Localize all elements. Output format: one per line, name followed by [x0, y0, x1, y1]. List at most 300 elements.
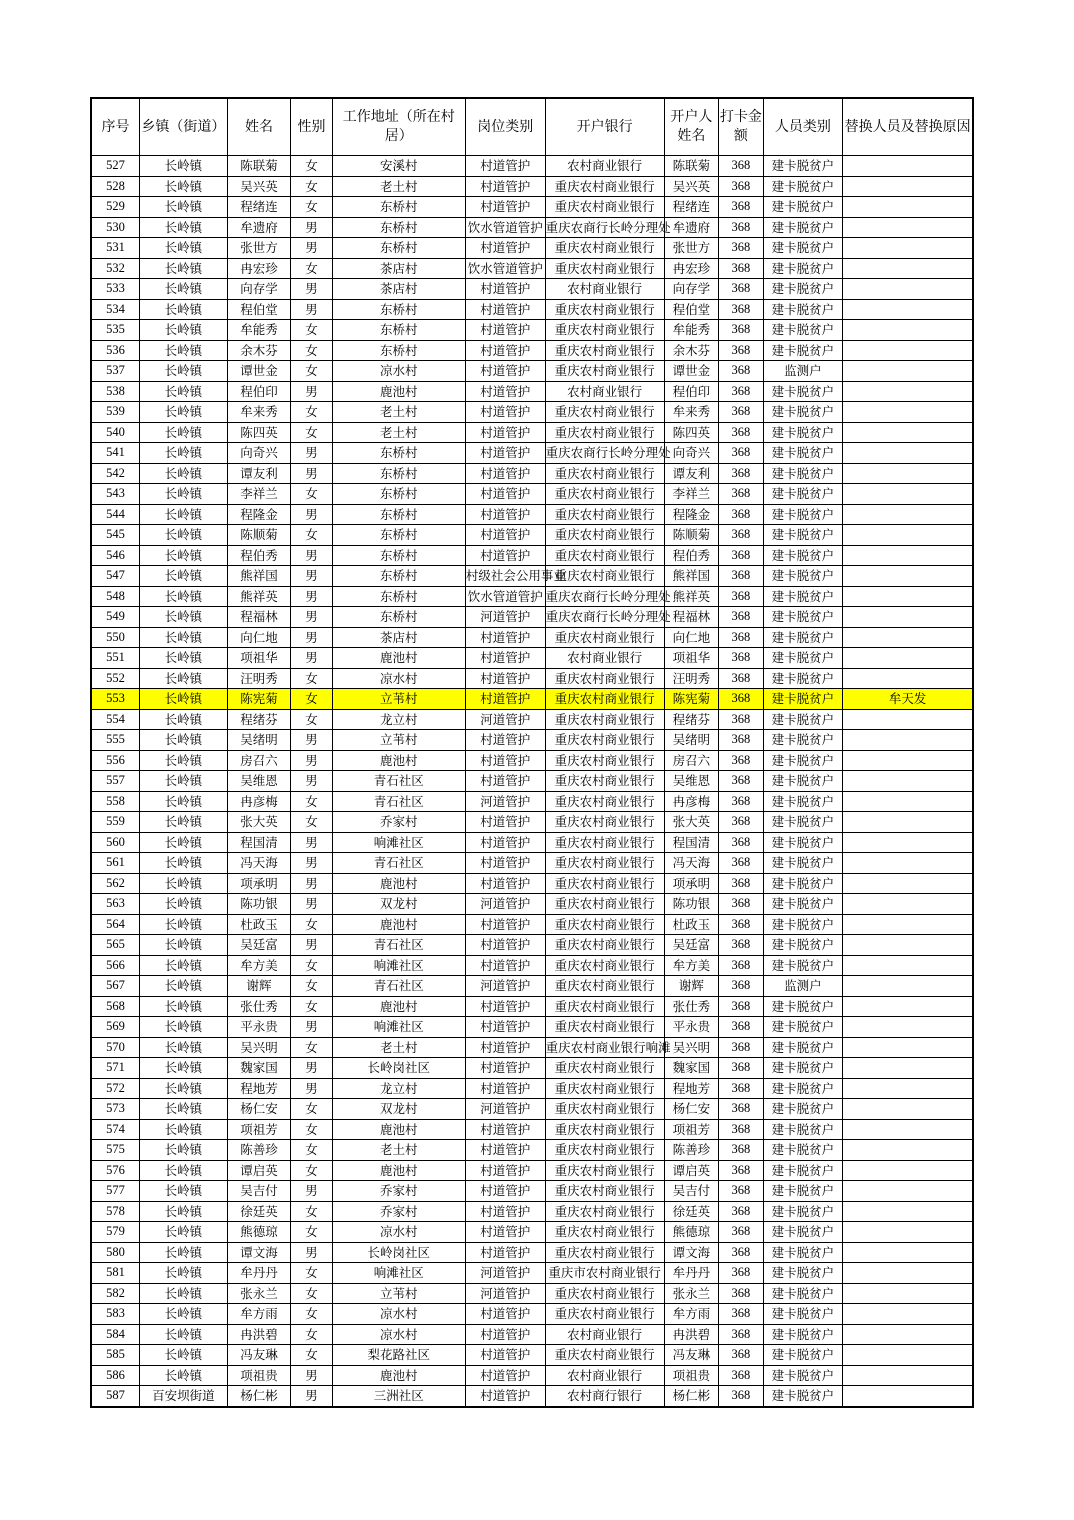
cell-town: 长岭镇 [139, 873, 227, 894]
cell-gender: 女 [291, 1140, 332, 1161]
cell-town: 长岭镇 [139, 545, 227, 566]
cell-seq: 540 [91, 422, 139, 443]
cell-gender: 女 [291, 1160, 332, 1181]
cell-seq: 554 [91, 709, 139, 730]
cell-category: 建卡脱贫户 [763, 853, 843, 874]
cell-holder: 冯友琳 [664, 1345, 718, 1366]
col-header-amount: 打卡金额 [719, 98, 763, 156]
col-header-seq: 序号 [91, 98, 139, 156]
cell-town: 长岭镇 [139, 627, 227, 648]
cell-address: 三洲社区 [332, 1386, 465, 1407]
cell-replacement [843, 566, 973, 587]
table-row [91, 361, 973, 382]
table-row [91, 873, 973, 894]
cell-seq: 566 [91, 955, 139, 976]
cell-seq: 567 [91, 976, 139, 997]
cell-address: 茶店村 [332, 258, 465, 279]
table-row [91, 258, 973, 279]
cell-replacement: 牟天发 [843, 689, 973, 710]
cell-gender: 男 [291, 832, 332, 853]
cell-holder: 牟方雨 [664, 1304, 718, 1325]
cell-address: 乔家村 [332, 1201, 465, 1222]
cell-seq: 538 [91, 381, 139, 402]
cell-seq: 579 [91, 1222, 139, 1243]
cell-category: 建卡脱贫户 [763, 812, 843, 833]
cell-name: 项祖华 [227, 648, 291, 669]
cell-bank: 重庆农村商业银行 [545, 1201, 664, 1222]
cell-gender: 男 [291, 586, 332, 607]
cell-town: 长岭镇 [139, 1242, 227, 1263]
cell-gender: 男 [291, 299, 332, 320]
cell-replacement [843, 176, 973, 197]
cell-category: 建卡脱贫户 [763, 1017, 843, 1038]
cell-address: 东桥村 [332, 238, 465, 259]
cell-post: 村道管护 [465, 750, 545, 771]
cell-amount: 368 [719, 381, 763, 402]
cell-category: 建卡脱贫户 [763, 832, 843, 853]
table-row [91, 1058, 973, 1079]
cell-amount: 368 [719, 607, 763, 628]
cell-amount: 368 [719, 156, 763, 177]
cell-address: 茶店村 [332, 627, 465, 648]
cell-holder: 冉彦梅 [664, 791, 718, 812]
cell-seq: 563 [91, 894, 139, 915]
cell-address: 老土村 [332, 1140, 465, 1161]
cell-gender: 男 [291, 607, 332, 628]
cell-amount: 368 [719, 1345, 763, 1366]
table-row [91, 750, 973, 771]
cell-category: 建卡脱贫户 [763, 955, 843, 976]
cell-address: 响滩社区 [332, 832, 465, 853]
cell-seq: 581 [91, 1263, 139, 1284]
cell-replacement [843, 1242, 973, 1263]
cell-address: 长岭岗社区 [332, 1058, 465, 1079]
cell-bank: 重庆农村商业银行 [545, 299, 664, 320]
cell-gender: 女 [291, 1263, 332, 1284]
cell-seq: 534 [91, 299, 139, 320]
cell-holder: 熊祥英 [664, 586, 718, 607]
cell-post: 村道管护 [465, 1324, 545, 1345]
cell-holder: 向仁地 [664, 627, 718, 648]
cell-holder: 陈功银 [664, 894, 718, 915]
cell-amount: 368 [719, 894, 763, 915]
cell-category: 建卡脱贫户 [763, 1386, 843, 1407]
cell-post: 村道管护 [465, 422, 545, 443]
cell-gender: 女 [291, 1345, 332, 1366]
cell-replacement [843, 258, 973, 279]
cell-replacement [843, 402, 973, 423]
cell-bank: 重庆农村商业银行 [545, 894, 664, 915]
table-row [91, 1304, 973, 1325]
roster-table [90, 97, 974, 1408]
cell-category: 建卡脱贫户 [763, 771, 843, 792]
cell-holder: 陈四英 [664, 422, 718, 443]
cell-post: 村道管护 [465, 238, 545, 259]
cell-name: 程伯秀 [227, 545, 291, 566]
table-row [91, 566, 973, 587]
table-row [91, 1263, 973, 1284]
cell-replacement [843, 320, 973, 341]
cell-gender: 女 [291, 668, 332, 689]
cell-bank: 重庆农村商业银行 [545, 258, 664, 279]
cell-bank: 重庆农村商业银行 [545, 463, 664, 484]
cell-category: 建卡脱贫户 [763, 258, 843, 279]
cell-post: 村道管护 [465, 1017, 545, 1038]
table-row [91, 935, 973, 956]
cell-replacement [843, 299, 973, 320]
cell-town: 长岭镇 [139, 443, 227, 464]
col-header-town: 乡镇（街道） [139, 98, 227, 156]
table-row [91, 1201, 973, 1222]
cell-post: 村道管护 [465, 668, 545, 689]
cell-amount: 368 [719, 955, 763, 976]
table-row [91, 1140, 973, 1161]
cell-town: 长岭镇 [139, 1160, 227, 1181]
cell-post: 村道管护 [465, 1304, 545, 1325]
cell-name: 陈四英 [227, 422, 291, 443]
cell-holder: 项祖贵 [664, 1365, 718, 1386]
cell-bank: 重庆农村商业银行 [545, 566, 664, 587]
cell-amount: 368 [719, 340, 763, 361]
cell-post: 饮水管道管护 [465, 217, 545, 238]
cell-name: 陈顺菊 [227, 525, 291, 546]
cell-holder: 程地芳 [664, 1078, 718, 1099]
cell-gender: 女 [291, 1283, 332, 1304]
cell-town: 长岭镇 [139, 1304, 227, 1325]
cell-seq: 549 [91, 607, 139, 628]
cell-replacement [843, 156, 973, 177]
cell-address: 乔家村 [332, 1181, 465, 1202]
cell-replacement [843, 976, 973, 997]
cell-gender: 女 [291, 422, 332, 443]
cell-post: 村道管护 [465, 504, 545, 525]
cell-gender: 女 [291, 484, 332, 505]
cell-category: 建卡脱贫户 [763, 238, 843, 259]
cell-town: 长岭镇 [139, 525, 227, 546]
cell-bank: 重庆农村商业银行 [545, 976, 664, 997]
cell-category: 建卡脱贫户 [763, 299, 843, 320]
cell-town: 长岭镇 [139, 1222, 227, 1243]
table-row [91, 463, 973, 484]
table-row [91, 1242, 973, 1263]
cell-replacement [843, 771, 973, 792]
cell-town: 长岭镇 [139, 279, 227, 300]
cell-name: 向存学 [227, 279, 291, 300]
cell-replacement [843, 197, 973, 218]
cell-gender: 女 [291, 791, 332, 812]
cell-gender: 男 [291, 853, 332, 874]
cell-name: 余木芬 [227, 340, 291, 361]
cell-holder: 谢辉 [664, 976, 718, 997]
table-row [91, 730, 973, 751]
cell-holder: 吴绪明 [664, 730, 718, 751]
table-row [91, 1099, 973, 1120]
cell-replacement [843, 812, 973, 833]
cell-town: 长岭镇 [139, 607, 227, 628]
cell-address: 双龙村 [332, 1099, 465, 1120]
cell-post: 村道管护 [465, 1160, 545, 1181]
cell-bank: 重庆农村商业银行 [545, 340, 664, 361]
cell-address: 茶店村 [332, 279, 465, 300]
cell-seq: 551 [91, 648, 139, 669]
cell-bank: 重庆农村商业银行 [545, 1283, 664, 1304]
cell-category: 建卡脱贫户 [763, 607, 843, 628]
cell-amount: 368 [719, 1365, 763, 1386]
cell-address: 响滩社区 [332, 1263, 465, 1284]
cell-holder: 熊祥国 [664, 566, 718, 587]
cell-bank: 重庆市农村商业银行 [545, 1263, 664, 1284]
cell-name: 向奇兴 [227, 443, 291, 464]
cell-category: 建卡脱贫户 [763, 791, 843, 812]
cell-category: 建卡脱贫户 [763, 935, 843, 956]
cell-amount: 368 [719, 1160, 763, 1181]
cell-bank: 重庆农村商业银行 [545, 1119, 664, 1140]
cell-category: 建卡脱贫户 [763, 1099, 843, 1120]
table-row [91, 484, 973, 505]
cell-holder: 吴吉付 [664, 1181, 718, 1202]
cell-bank: 重庆农村商业银行 [545, 1099, 664, 1120]
cell-address: 鹿池村 [332, 873, 465, 894]
cell-name: 谢辉 [227, 976, 291, 997]
cell-town: 长岭镇 [139, 176, 227, 197]
cell-amount: 368 [719, 1222, 763, 1243]
cell-address: 凉水村 [332, 361, 465, 382]
cell-address: 鹿池村 [332, 381, 465, 402]
cell-amount: 368 [719, 771, 763, 792]
cell-seq: 578 [91, 1201, 139, 1222]
cell-name: 陈宪菊 [227, 689, 291, 710]
cell-replacement [843, 422, 973, 443]
cell-address: 双龙村 [332, 894, 465, 915]
cell-holder: 余木芬 [664, 340, 718, 361]
cell-category: 建卡脱贫户 [763, 381, 843, 402]
cell-seq: 560 [91, 832, 139, 853]
cell-replacement [843, 1119, 973, 1140]
cell-replacement [843, 1201, 973, 1222]
cell-seq: 528 [91, 176, 139, 197]
table-row [91, 771, 973, 792]
cell-amount: 368 [719, 217, 763, 238]
cell-category: 建卡脱贫户 [763, 340, 843, 361]
cell-seq: 561 [91, 853, 139, 874]
cell-bank: 重庆农村商业银行 [545, 1345, 664, 1366]
cell-seq: 586 [91, 1365, 139, 1386]
cell-amount: 368 [719, 299, 763, 320]
cell-holder: 牟遗府 [664, 217, 718, 238]
cell-town: 长岭镇 [139, 996, 227, 1017]
cell-replacement [843, 463, 973, 484]
cell-town: 长岭镇 [139, 1283, 227, 1304]
table-row [91, 299, 973, 320]
cell-gender: 女 [291, 197, 332, 218]
cell-bank: 农村商行银行 [545, 1386, 664, 1407]
cell-name: 程伯堂 [227, 299, 291, 320]
cell-gender: 男 [291, 730, 332, 751]
cell-name: 吴维恩 [227, 771, 291, 792]
cell-seq: 550 [91, 627, 139, 648]
cell-address: 青石社区 [332, 853, 465, 874]
cell-name: 冉洪碧 [227, 1324, 291, 1345]
cell-town: 长岭镇 [139, 1078, 227, 1099]
cell-name: 程国清 [227, 832, 291, 853]
cell-bank: 重庆农村商业银行 [545, 853, 664, 874]
cell-bank: 重庆农村商业银行 [545, 914, 664, 935]
cell-seq: 582 [91, 1283, 139, 1304]
cell-holder: 吴廷富 [664, 935, 718, 956]
cell-seq: 577 [91, 1181, 139, 1202]
col-header-gender: 性别 [291, 98, 332, 156]
cell-holder: 李祥兰 [664, 484, 718, 505]
cell-bank: 重庆农村商业银行 [545, 1058, 664, 1079]
cell-address: 东桥村 [332, 484, 465, 505]
cell-bank: 重庆农商行长岭分理处 [545, 607, 664, 628]
cell-post: 村道管护 [465, 484, 545, 505]
cell-bank: 重庆农村商业银行 [545, 1140, 664, 1161]
cell-replacement [843, 340, 973, 361]
cell-bank: 重庆农村商业银行 [545, 1222, 664, 1243]
table-row [91, 894, 973, 915]
cell-seq: 584 [91, 1324, 139, 1345]
cell-address: 立苇村 [332, 1283, 465, 1304]
cell-address: 龙立村 [332, 709, 465, 730]
cell-gender: 男 [291, 894, 332, 915]
cell-post: 村道管护 [465, 525, 545, 546]
cell-post: 村道管护 [465, 443, 545, 464]
cell-seq: 576 [91, 1160, 139, 1181]
cell-seq: 531 [91, 238, 139, 259]
cell-holder: 程伯堂 [664, 299, 718, 320]
cell-replacement [843, 238, 973, 259]
table-row [91, 709, 973, 730]
cell-replacement [843, 730, 973, 751]
cell-gender: 女 [291, 689, 332, 710]
cell-address: 东桥村 [332, 607, 465, 628]
cell-gender: 女 [291, 1304, 332, 1325]
cell-address: 老土村 [332, 176, 465, 197]
table-row [91, 955, 973, 976]
cell-amount: 368 [719, 689, 763, 710]
cell-seq: 556 [91, 750, 139, 771]
table-row [91, 914, 973, 935]
table-row [91, 443, 973, 464]
col-header-address: 工作地址（所在村居） [332, 98, 465, 156]
cell-name: 谭启英 [227, 1160, 291, 1181]
cell-name: 谭世金 [227, 361, 291, 382]
cell-category: 建卡脱贫户 [763, 894, 843, 915]
cell-town: 长岭镇 [139, 1201, 227, 1222]
table-row [91, 1386, 973, 1407]
cell-bank: 重庆农商行长岭分理处 [545, 586, 664, 607]
cell-holder: 程隆金 [664, 504, 718, 525]
cell-bank: 重庆农村商业银行 [545, 484, 664, 505]
table-row [91, 853, 973, 874]
cell-post: 村道管护 [465, 1119, 545, 1140]
cell-holder: 吴兴明 [664, 1037, 718, 1058]
cell-replacement [843, 996, 973, 1017]
cell-category: 监测户 [763, 976, 843, 997]
cell-bank: 重庆农村商业银行 [545, 1078, 664, 1099]
cell-bank: 重庆农村商业银行 [545, 791, 664, 812]
cell-town: 长岭镇 [139, 832, 227, 853]
cell-replacement [843, 545, 973, 566]
cell-town: 长岭镇 [139, 689, 227, 710]
cell-category: 建卡脱贫户 [763, 484, 843, 505]
cell-name: 陈功银 [227, 894, 291, 915]
cell-post: 村道管护 [465, 156, 545, 177]
cell-category: 建卡脱贫户 [763, 730, 843, 751]
cell-name: 牟方美 [227, 955, 291, 976]
cell-name: 程地芳 [227, 1078, 291, 1099]
cell-amount: 368 [719, 402, 763, 423]
cell-amount: 368 [719, 668, 763, 689]
cell-category: 建卡脱贫户 [763, 689, 843, 710]
cell-amount: 368 [719, 812, 763, 833]
cell-holder: 房召六 [664, 750, 718, 771]
cell-amount: 368 [719, 750, 763, 771]
cell-holder: 汪明秀 [664, 668, 718, 689]
cell-post: 村道管护 [465, 1058, 545, 1079]
cell-post: 村道管护 [465, 320, 545, 341]
cell-category: 建卡脱贫户 [763, 176, 843, 197]
table-row [91, 627, 973, 648]
cell-seq: 539 [91, 402, 139, 423]
cell-bank: 重庆农村商业银行 [545, 320, 664, 341]
cell-amount: 368 [719, 1324, 763, 1345]
cell-post: 村道管护 [465, 955, 545, 976]
cell-category: 建卡脱贫户 [763, 627, 843, 648]
cell-address: 鹿池村 [332, 914, 465, 935]
cell-replacement [843, 607, 973, 628]
cell-address: 东桥村 [332, 586, 465, 607]
cell-holder: 张世方 [664, 238, 718, 259]
cell-holder: 陈宪菊 [664, 689, 718, 710]
cell-seq: 574 [91, 1119, 139, 1140]
cell-address: 乔家村 [332, 812, 465, 833]
cell-seq: 583 [91, 1304, 139, 1325]
cell-post: 村道管护 [465, 197, 545, 218]
cell-bank: 重庆农村商业银行 [545, 545, 664, 566]
cell-name: 牟丹丹 [227, 1263, 291, 1284]
cell-seq: 535 [91, 320, 139, 341]
table-row [91, 217, 973, 238]
cell-address: 凉水村 [332, 1222, 465, 1243]
cell-category: 建卡脱贫户 [763, 996, 843, 1017]
cell-post: 饮水管道管护 [465, 258, 545, 279]
table-row [91, 1181, 973, 1202]
cell-address: 凉水村 [332, 668, 465, 689]
cell-category: 建卡脱贫户 [763, 156, 843, 177]
cell-amount: 368 [719, 935, 763, 956]
cell-bank: 重庆农村商业银行 [545, 935, 664, 956]
cell-holder: 陈顺菊 [664, 525, 718, 546]
cell-replacement [843, 832, 973, 853]
cell-bank: 农村商业银行 [545, 648, 664, 669]
cell-seq: 558 [91, 791, 139, 812]
cell-amount: 368 [719, 258, 763, 279]
cell-address: 鹿池村 [332, 648, 465, 669]
cell-seq: 543 [91, 484, 139, 505]
cell-gender: 女 [291, 1222, 332, 1243]
cell-category: 建卡脱贫户 [763, 668, 843, 689]
table-row [91, 1283, 973, 1304]
cell-address: 响滩社区 [332, 955, 465, 976]
cell-post: 村道管护 [465, 1365, 545, 1386]
cell-holder: 向奇兴 [664, 443, 718, 464]
cell-post: 村道管护 [465, 279, 545, 300]
cell-replacement [843, 1160, 973, 1181]
table-row [91, 340, 973, 361]
cell-amount: 368 [719, 1037, 763, 1058]
